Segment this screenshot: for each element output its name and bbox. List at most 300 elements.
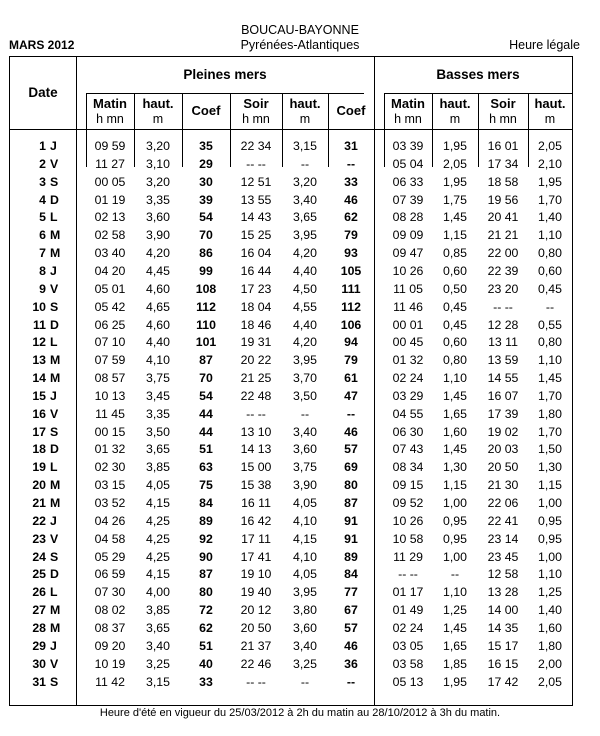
table-cell: 79	[344, 353, 358, 368]
table-cell: 112	[341, 299, 361, 314]
day-number: 21	[32, 496, 46, 510]
weekday-letter: M	[50, 371, 61, 386]
table-cell: 09 47	[392, 246, 424, 261]
table-cell: 4,05	[293, 496, 317, 510]
weekday-letter: D	[50, 317, 59, 332]
table-cell: 02 30	[94, 460, 126, 475]
table-cell: 14 43	[240, 210, 272, 225]
table-cell: 4,20	[293, 335, 317, 350]
table-cell: 86	[199, 246, 213, 261]
table-cell: 18 58	[487, 174, 519, 189]
table-cell: 51	[199, 442, 213, 457]
weekday-letter: S	[50, 174, 59, 189]
table-row	[10, 156, 574, 174]
table-cell: 1,85	[443, 656, 467, 671]
table-cell: 3,80	[293, 603, 317, 618]
timezone-label: Heure légale	[509, 38, 580, 52]
table-cell: 15 38	[240, 478, 272, 493]
table-cell: 20 50	[240, 620, 272, 635]
table-cell: 08 02	[94, 603, 126, 618]
table-cell: 1,95	[538, 174, 562, 189]
table-cell: 22 06	[487, 496, 519, 510]
col-haut-2: haut. m	[289, 96, 321, 126]
table-cell: 36	[344, 656, 358, 671]
table-cell: 67	[344, 603, 358, 618]
table-cell: 2,05	[538, 674, 562, 689]
weekday-letter: S	[50, 299, 59, 314]
weekday-letter: S	[50, 424, 59, 439]
table-row	[10, 334, 574, 352]
table-cell: 84	[344, 567, 358, 582]
table-cell: 77	[344, 585, 358, 600]
table-cell: 0,60	[443, 335, 467, 350]
table-cell: 0,95	[443, 513, 467, 528]
day-number: 27	[32, 603, 46, 618]
table-cell: 11 29	[393, 549, 423, 564]
table-cell: 92	[199, 531, 213, 546]
table-cell: 2,05	[538, 139, 562, 153]
table-cell: 01 19	[94, 192, 126, 207]
table-cell: -- --	[246, 674, 266, 689]
table-cell: 23 45	[487, 549, 519, 564]
table-cell: 19 10	[240, 567, 272, 582]
table-cell: 3,15	[146, 674, 170, 689]
table-cell: 11 27	[95, 156, 125, 171]
table-cell: 13 10	[240, 424, 272, 439]
table-cell: 72	[199, 603, 213, 618]
day-number: 16	[32, 406, 46, 421]
col-coef-1: Coef	[191, 103, 221, 118]
table-cell: 16 01	[487, 139, 519, 153]
table-cell: 03 15	[94, 478, 126, 493]
table-cell: 70	[199, 371, 213, 386]
day-number: 25	[32, 567, 46, 582]
table-cell: 17 42	[487, 674, 519, 689]
day-number: 15	[32, 388, 46, 403]
table-row	[10, 531, 574, 549]
table-cell: 21 30	[487, 478, 519, 493]
table-cell: 3,20	[146, 139, 170, 153]
table-cell: 87	[199, 567, 213, 582]
table-cell: 3,35	[146, 406, 170, 421]
table-cell: 04 55	[392, 406, 424, 421]
table-row	[10, 459, 574, 477]
date-header: Date	[28, 85, 58, 100]
day-number: 31	[32, 674, 46, 689]
table-cell: 110	[196, 317, 216, 332]
table-cell: 4,60	[146, 281, 170, 296]
table-cell: 1,65	[443, 406, 467, 421]
table-cell: 4,25	[146, 549, 170, 564]
table-cell: 07 39	[392, 192, 424, 207]
table-cell: 4,45	[146, 263, 170, 278]
table-cell: 22 46	[240, 656, 272, 671]
day-number: 26	[32, 585, 46, 600]
table-cell: 3,65	[293, 210, 317, 225]
table-cell: 0,80	[538, 246, 562, 261]
table-cell: 1,30	[443, 460, 467, 475]
table-cell: 23 14	[487, 531, 519, 546]
table-cell: 1,10	[538, 567, 562, 582]
table-cell: 23 20	[487, 281, 519, 296]
table-cell: 1,95	[443, 674, 467, 689]
table-cell: 1,80	[538, 406, 562, 421]
table-cell: 3,95	[293, 228, 317, 243]
table-cell: 14 13	[240, 442, 272, 457]
table-cell: 02 58	[94, 228, 126, 243]
table-cell: --	[346, 674, 356, 689]
table-cell: 69	[344, 460, 358, 475]
table-cell: 0,60	[443, 263, 467, 278]
table-cell: 87	[344, 496, 358, 510]
table-cell: 91	[344, 531, 358, 546]
table-row	[10, 584, 574, 602]
table-cell: 1,70	[538, 424, 562, 439]
table-cell: 3,60	[146, 210, 170, 225]
table-cell: 13 59	[487, 353, 519, 368]
table-cell: --	[346, 156, 356, 171]
day-number: 1	[39, 139, 46, 153]
table-cell: 03 52	[94, 496, 126, 510]
day-number: 6	[39, 228, 46, 243]
table-cell: --	[450, 567, 460, 582]
table-cell: 108	[195, 281, 217, 296]
day-number: 24	[32, 549, 46, 564]
table-cell: 06 30	[392, 424, 424, 439]
table-cell: 1,25	[538, 585, 562, 600]
table-cell: 1,45	[538, 371, 562, 386]
table-cell: 17 39	[487, 406, 519, 421]
table-cell: 4,05	[146, 478, 170, 493]
weekday-letter: L	[50, 335, 58, 350]
table-cell: 12 51	[240, 174, 272, 189]
table-cell: 14 35	[487, 620, 519, 635]
table-cell: 22 34	[240, 139, 272, 153]
table-cell: 35	[199, 139, 213, 153]
table-cell: 4,25	[146, 513, 170, 528]
table-cell: 4,40	[293, 317, 317, 332]
table-row	[10, 209, 574, 227]
table-cell: 44	[199, 406, 213, 421]
table-cell: 1,50	[538, 442, 562, 457]
tide-table	[9, 56, 573, 706]
table-row	[10, 245, 574, 263]
table-row	[10, 352, 574, 370]
table-cell: 00 15	[94, 424, 126, 439]
day-number: 19	[32, 460, 46, 475]
table-cell: 1,00	[538, 496, 562, 510]
table-cell: 70	[199, 228, 213, 243]
table-cell: 10 26	[392, 263, 424, 278]
table-cell: 22 48	[240, 388, 272, 403]
table-row	[10, 370, 574, 388]
weekday-letter: M	[50, 620, 61, 635]
table-cell: 4,40	[293, 263, 317, 278]
table-cell: 02 24	[392, 371, 424, 386]
table-cell: 4,20	[293, 246, 317, 261]
table-cell: 0,50	[443, 281, 467, 296]
table-row	[10, 656, 574, 674]
weekday-letter: M	[50, 228, 61, 243]
table-cell: 3,40	[293, 638, 317, 653]
table-cell: 1,00	[538, 549, 562, 564]
table-cell: 0,80	[538, 335, 562, 350]
table-cell: 75	[199, 478, 213, 493]
table-cell: 3,65	[146, 442, 170, 457]
day-number: 14	[32, 371, 46, 386]
table-cell: 03 58	[392, 656, 424, 671]
table-cell: 1,45	[443, 620, 467, 635]
table-cell: 02 13	[94, 210, 126, 225]
table-row	[10, 566, 574, 584]
weekday-letter: L	[50, 585, 58, 600]
table-cell: 0,55	[538, 317, 562, 332]
table-cell: 20 03	[487, 442, 519, 457]
weekday-letter: M	[50, 478, 61, 493]
col-soir-low: Soir h mn	[489, 96, 517, 126]
table-cell: 3,85	[146, 603, 170, 618]
day-number: 20	[32, 478, 46, 493]
table-cell: 44	[199, 424, 213, 439]
table-cell: 4,15	[146, 567, 170, 582]
table-cell: 0,80	[443, 353, 467, 368]
table-cell: 07 43	[392, 442, 424, 457]
day-number: 7	[39, 246, 46, 261]
table-cell: 106	[340, 317, 362, 332]
table-cell: -- --	[398, 567, 418, 582]
weekday-letter: M	[50, 603, 61, 618]
table-cell: 112	[196, 299, 216, 314]
table-cell: 3,50	[146, 424, 170, 439]
table-cell: 19 31	[240, 335, 272, 350]
table-cell: 3,40	[146, 638, 170, 653]
table-cell: -- --	[246, 406, 266, 421]
table-cell: 19 40	[240, 585, 272, 600]
table-row	[10, 441, 574, 459]
table-cell: 15 17	[487, 638, 519, 653]
table-cell: 93	[344, 246, 358, 261]
table-cell: --	[300, 406, 310, 421]
table-cell: 06 59	[94, 567, 126, 582]
table-cell: 79	[344, 228, 358, 243]
table-row	[10, 138, 574, 156]
table-cell: 2,00	[538, 656, 562, 671]
table-cell: 57	[344, 442, 358, 457]
table-cell: 12 58	[487, 567, 519, 582]
table-cell: 1,15	[538, 478, 562, 493]
table-cell: 1,00	[443, 549, 467, 564]
table-cell: 04 26	[94, 513, 126, 528]
table-cell: 80	[344, 478, 358, 493]
table-cell: 07 30	[94, 585, 126, 600]
table-cell: 3,85	[146, 460, 170, 475]
table-cell: 17 34	[487, 156, 519, 171]
table-cell: 05 04	[392, 156, 424, 171]
table-cell: 11 46	[393, 299, 423, 314]
table-row	[10, 602, 574, 620]
table-cell: 10 26	[392, 513, 424, 528]
table-cell: 11 42	[95, 674, 125, 689]
table-cell: 0,45	[443, 317, 467, 332]
day-number: 17	[32, 424, 46, 439]
table-cell: 03 29	[392, 388, 424, 403]
table-row	[10, 192, 574, 210]
day-number: 28	[32, 620, 46, 635]
weekday-letter: J	[50, 388, 57, 403]
day-number: 12	[32, 335, 46, 350]
col-haut-4: haut. m	[534, 96, 566, 126]
table-cell: 22 00	[487, 246, 519, 261]
table-cell: 00 05	[94, 174, 126, 189]
table-cell: 22 41	[487, 513, 519, 528]
table-row	[10, 174, 574, 192]
table-cell: 0,45	[538, 281, 562, 296]
table-row	[10, 620, 574, 638]
table-cell: 4,15	[146, 496, 170, 510]
weekday-letter: L	[50, 460, 58, 475]
table-cell: 14 55	[487, 371, 519, 386]
table-cell: 08 28	[392, 210, 424, 225]
table-cell: 30	[199, 174, 213, 189]
table-cell: 01 17	[392, 585, 424, 600]
table-cell: 0,85	[443, 246, 467, 261]
table-row	[10, 299, 574, 317]
table-row	[10, 674, 574, 692]
table-cell: 84	[199, 496, 213, 510]
table-cell: 13 11	[488, 335, 518, 350]
table-cell: 31	[344, 139, 358, 153]
table-cell: 19 02	[487, 424, 519, 439]
weekday-letter: V	[50, 531, 59, 546]
table-cell: 1,15	[443, 478, 467, 493]
table-cell: 06 25	[94, 317, 126, 332]
table-cell: 18 04	[240, 299, 272, 314]
table-cell: 16 44	[240, 263, 272, 278]
table-cell: 3,90	[293, 478, 317, 493]
table-cell: 1,40	[538, 603, 562, 618]
table-cell: 87	[199, 353, 213, 368]
table-cell: 1,10	[443, 585, 467, 600]
table-cell: 1,25	[443, 603, 467, 618]
table-cell: 10 13	[94, 388, 126, 403]
table-cell: 3,35	[146, 192, 170, 207]
table-cell: 80	[199, 585, 213, 600]
table-cell: 01 32	[392, 353, 424, 368]
table-cell: 40	[199, 656, 213, 671]
weekday-letter: D	[50, 192, 59, 207]
table-cell: 10 19	[94, 656, 126, 671]
table-cell: 09 15	[392, 478, 424, 493]
weekday-letter: M	[50, 496, 61, 510]
table-cell: 19 56	[487, 192, 519, 207]
table-cell: 22 39	[487, 263, 519, 278]
table-cell: 16 04	[240, 246, 272, 261]
table-cell: 09 52	[392, 496, 424, 510]
table-cell: 51	[199, 638, 213, 653]
table-cell: 0,60	[538, 263, 562, 278]
table-cell: 06 33	[392, 174, 424, 189]
weekday-letter: J	[50, 263, 57, 278]
table-cell: 16 11	[241, 496, 271, 510]
table-row	[10, 281, 574, 299]
table-cell: 1,65	[443, 638, 467, 653]
table-cell: 3,75	[146, 371, 170, 386]
weekday-letter: S	[50, 549, 59, 564]
table-cell: 4,60	[146, 317, 170, 332]
table-cell: 4,15	[293, 531, 317, 546]
table-cell: 1,40	[538, 210, 562, 225]
table-cell: 33	[344, 174, 358, 189]
weekday-letter: M	[50, 353, 61, 368]
table-cell: 3,40	[293, 192, 317, 207]
table-cell: 90	[199, 549, 213, 564]
table-cell: 54	[199, 210, 213, 225]
table-cell: 3,25	[146, 656, 170, 671]
table-cell: --	[300, 156, 310, 171]
table-cell: 09 20	[94, 638, 126, 653]
table-cell: 3,70	[293, 371, 317, 386]
table-cell: 4,10	[293, 513, 317, 528]
table-cell: 1,75	[443, 192, 467, 207]
table-cell: 1,80	[538, 638, 562, 653]
high-tide-header: Pleines mers	[183, 67, 267, 82]
weekday-letter: V	[50, 156, 59, 171]
table-row	[10, 227, 574, 245]
table-cell: 4,55	[293, 299, 317, 314]
table-cell: 03 40	[94, 246, 126, 261]
table-cell: 4,50	[293, 281, 317, 296]
table-cell: 1,60	[538, 620, 562, 635]
table-cell: 94	[344, 335, 358, 350]
table-cell: 4,10	[146, 353, 170, 368]
table-cell: 21 37	[240, 638, 272, 653]
table-cell: 3,75	[293, 460, 317, 475]
table-cell: 17 41	[240, 549, 272, 564]
footer-note: Heure d'été en vigueur du 25/03/2012 à 2h du matin au 28/10/2012 à 3h du matin.	[99, 707, 501, 719]
table-cell: --	[545, 299, 555, 314]
table-cell: 91	[344, 513, 358, 528]
table-cell: 61	[344, 371, 358, 386]
table-cell: 05 01	[94, 281, 126, 296]
weekday-letter: M	[50, 246, 61, 261]
table-row	[10, 477, 574, 495]
table-cell: 3,25	[293, 656, 317, 671]
table-cell: 01 49	[392, 603, 424, 618]
table-cell: 3,60	[293, 620, 317, 635]
weekday-letter: V	[50, 281, 59, 296]
table-cell: -- --	[246, 156, 266, 171]
table-cell: 04 58	[94, 531, 126, 546]
table-cell: 2,05	[443, 156, 467, 171]
table-cell: 0,45	[443, 299, 467, 314]
weekday-letter: D	[50, 442, 59, 457]
table-cell: 16 15	[487, 656, 519, 671]
table-cell: 3,15	[293, 139, 317, 153]
day-number: 8	[39, 263, 46, 278]
table-cell: 4,05	[293, 567, 317, 582]
table-cell: 1,15	[443, 228, 467, 243]
table-cell: 1,60	[443, 424, 467, 439]
table-cell: 99	[199, 263, 213, 278]
table-cell: 1,00	[443, 496, 467, 510]
table-cell: 00 45	[392, 335, 424, 350]
table-cell: 3,20	[293, 174, 317, 189]
table-row	[10, 495, 574, 513]
table-cell: 62	[344, 210, 358, 225]
table-row	[10, 263, 574, 281]
table-cell: 21 25	[240, 371, 272, 386]
table-cell: 1,10	[538, 353, 562, 368]
